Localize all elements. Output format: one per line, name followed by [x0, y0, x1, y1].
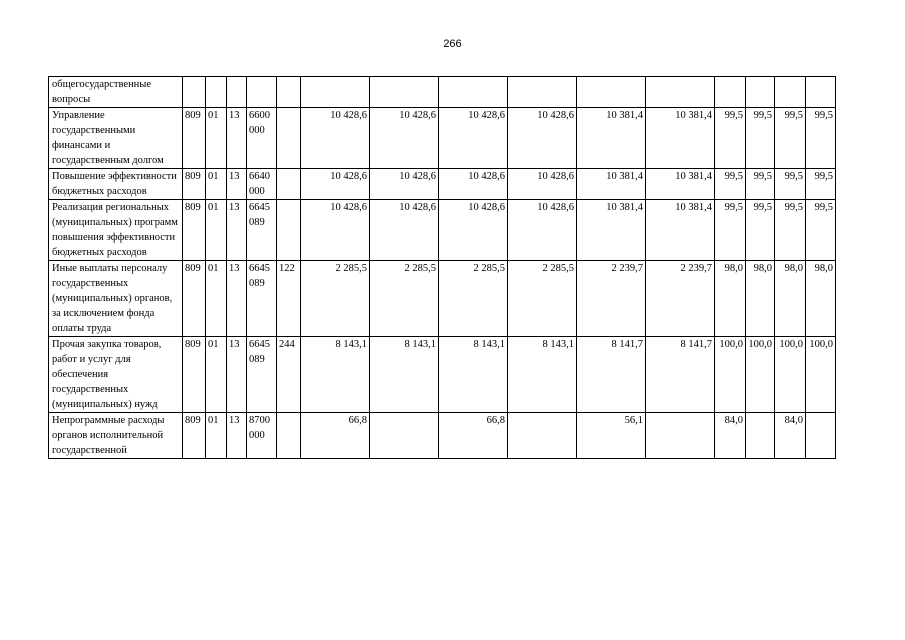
percent-4-cell: 98,0 [806, 261, 836, 337]
plan-updated-2-cell [508, 77, 577, 108]
expense-type-cell [277, 169, 301, 200]
expense-type-cell [277, 200, 301, 261]
row-name-cell: Непрограммные расходы органов исполнительной государственной [49, 413, 183, 459]
subsection-code-cell: 13 [227, 169, 247, 200]
subsection-code-cell: 13 [227, 261, 247, 337]
plan-initial-2-cell: 2 285,5 [370, 261, 439, 337]
plan-updated-cell: 2 285,5 [439, 261, 508, 337]
plan-updated-cell: 66,8 [439, 413, 508, 459]
section-code-cell [206, 77, 227, 108]
plan-updated-2-cell: 10 428,6 [508, 200, 577, 261]
percent-1-cell [715, 77, 746, 108]
percent-4-cell: 99,5 [806, 108, 836, 169]
target-code-cell: 6645 089 [247, 200, 277, 261]
executed-cell: 10 381,4 [577, 108, 646, 169]
table-row [49, 413, 836, 459]
executed-2-cell: 10 381,4 [646, 108, 715, 169]
percent-4-cell: 100,0 [806, 337, 836, 413]
row-name-cell: Реализация региональных (муниципальных) программ повышения эффективности бюджетных расходов [49, 200, 183, 261]
percent-1-cell: 99,5 [715, 200, 746, 261]
percent-3-cell: 84,0 [775, 413, 806, 459]
percent-1-cell: 84,0 [715, 413, 746, 459]
percent-3-cell [775, 77, 806, 108]
target-code-cell [247, 77, 277, 108]
percent-2-cell [746, 77, 775, 108]
subsection-code-cell: 13 [227, 108, 247, 169]
subsection-code-cell: 13 [227, 200, 247, 261]
executed-cell: 2 239,7 [577, 261, 646, 337]
plan-initial-2-cell [370, 413, 439, 459]
section-code-cell: 01 [206, 169, 227, 200]
section-code-cell: 01 [206, 337, 227, 413]
executed-cell [577, 77, 646, 108]
plan-initial-cell [301, 77, 370, 108]
plan-initial-2-cell: 10 428,6 [370, 169, 439, 200]
executed-2-cell: 2 239,7 [646, 261, 715, 337]
executed-2-cell: 10 381,4 [646, 200, 715, 261]
plan-updated-2-cell: 10 428,6 [508, 169, 577, 200]
plan-updated-cell: 8 143,1 [439, 337, 508, 413]
target-code-cell: 6645 089 [247, 337, 277, 413]
row-name-cell: Иные выплаты персоналу государственных (муниципальных) органов, за исключением фонда оплаты труда [49, 261, 183, 337]
plan-initial-2-cell [370, 77, 439, 108]
executed-cell: 10 381,4 [577, 169, 646, 200]
percent-3-cell: 99,5 [775, 200, 806, 261]
table-row [49, 77, 836, 108]
section-code-cell: 01 [206, 200, 227, 261]
percent-1-cell: 98,0 [715, 261, 746, 337]
plan-updated-2-cell [508, 413, 577, 459]
executed-2-cell: 10 381,4 [646, 169, 715, 200]
executed-cell: 10 381,4 [577, 200, 646, 261]
expense-type-cell [277, 413, 301, 459]
target-code-cell: 6600 000 [247, 108, 277, 169]
table-row [49, 200, 836, 261]
percent-2-cell: 99,5 [746, 200, 775, 261]
plan-initial-cell: 8 143,1 [301, 337, 370, 413]
plan-updated-2-cell: 10 428,6 [508, 108, 577, 169]
ministry-code-cell: 809 [183, 169, 206, 200]
expense-type-cell [277, 77, 301, 108]
plan-initial-cell: 66,8 [301, 413, 370, 459]
executed-cell: 56,1 [577, 413, 646, 459]
table-row [49, 169, 836, 200]
percent-3-cell: 100,0 [775, 337, 806, 413]
section-code-cell: 01 [206, 413, 227, 459]
row-name-cell: общегосударственные вопросы [49, 77, 183, 108]
executed-2-cell: 8 141,7 [646, 337, 715, 413]
plan-updated-cell: 10 428,6 [439, 200, 508, 261]
percent-3-cell: 99,5 [775, 108, 806, 169]
table-row [49, 337, 836, 413]
percent-2-cell: 99,5 [746, 169, 775, 200]
table-row [49, 261, 836, 337]
row-name-cell: Управление государственными финансами и государственным долгом [49, 108, 183, 169]
percent-2-cell: 100,0 [746, 337, 775, 413]
plan-initial-2-cell: 10 428,6 [370, 200, 439, 261]
expense-type-cell: 244 [277, 337, 301, 413]
percent-4-cell [806, 413, 836, 459]
percent-4-cell: 99,5 [806, 169, 836, 200]
percent-3-cell: 98,0 [775, 261, 806, 337]
plan-initial-cell: 2 285,5 [301, 261, 370, 337]
executed-cell: 8 141,7 [577, 337, 646, 413]
percent-1-cell: 100,0 [715, 337, 746, 413]
expense-type-cell [277, 108, 301, 169]
plan-updated-cell: 10 428,6 [439, 108, 508, 169]
percent-1-cell: 99,5 [715, 108, 746, 169]
ministry-code-cell: 809 [183, 413, 206, 459]
ministry-code-cell [183, 77, 206, 108]
ministry-code-cell: 809 [183, 261, 206, 337]
plan-initial-cell: 10 428,6 [301, 108, 370, 169]
executed-2-cell [646, 77, 715, 108]
ministry-code-cell: 809 [183, 108, 206, 169]
plan-initial-cell: 10 428,6 [301, 200, 370, 261]
percent-2-cell: 98,0 [746, 261, 775, 337]
target-code-cell: 6645 089 [247, 261, 277, 337]
target-code-cell: 8700 000 [247, 413, 277, 459]
percent-3-cell: 99,5 [775, 169, 806, 200]
plan-updated-cell: 10 428,6 [439, 169, 508, 200]
percent-4-cell [806, 77, 836, 108]
budget-table [48, 76, 836, 459]
page-number: 266 [443, 38, 462, 50]
plan-initial-2-cell: 8 143,1 [370, 337, 439, 413]
table-row [49, 108, 836, 169]
subsection-code-cell [227, 77, 247, 108]
plan-initial-cell: 10 428,6 [301, 169, 370, 200]
plan-updated-cell [439, 77, 508, 108]
subsection-code-cell: 13 [227, 337, 247, 413]
expense-type-cell: 122 [277, 261, 301, 337]
row-name-cell: Повышение эффективности бюджетных расходов [49, 169, 183, 200]
ministry-code-cell: 809 [183, 200, 206, 261]
plan-updated-2-cell: 8 143,1 [508, 337, 577, 413]
section-code-cell: 01 [206, 108, 227, 169]
target-code-cell: 6640 000 [247, 169, 277, 200]
plan-initial-2-cell: 10 428,6 [370, 108, 439, 169]
percent-2-cell [746, 413, 775, 459]
percent-4-cell: 99,5 [806, 200, 836, 261]
percent-2-cell: 99,5 [746, 108, 775, 169]
plan-updated-2-cell: 2 285,5 [508, 261, 577, 337]
percent-1-cell: 99,5 [715, 169, 746, 200]
ministry-code-cell: 809 [183, 337, 206, 413]
executed-2-cell [646, 413, 715, 459]
section-code-cell: 01 [206, 261, 227, 337]
subsection-code-cell: 13 [227, 413, 247, 459]
row-name-cell: Прочая закупка товаров, работ и услуг для обеспечения государственных (муниципальных) нужд [49, 337, 183, 413]
